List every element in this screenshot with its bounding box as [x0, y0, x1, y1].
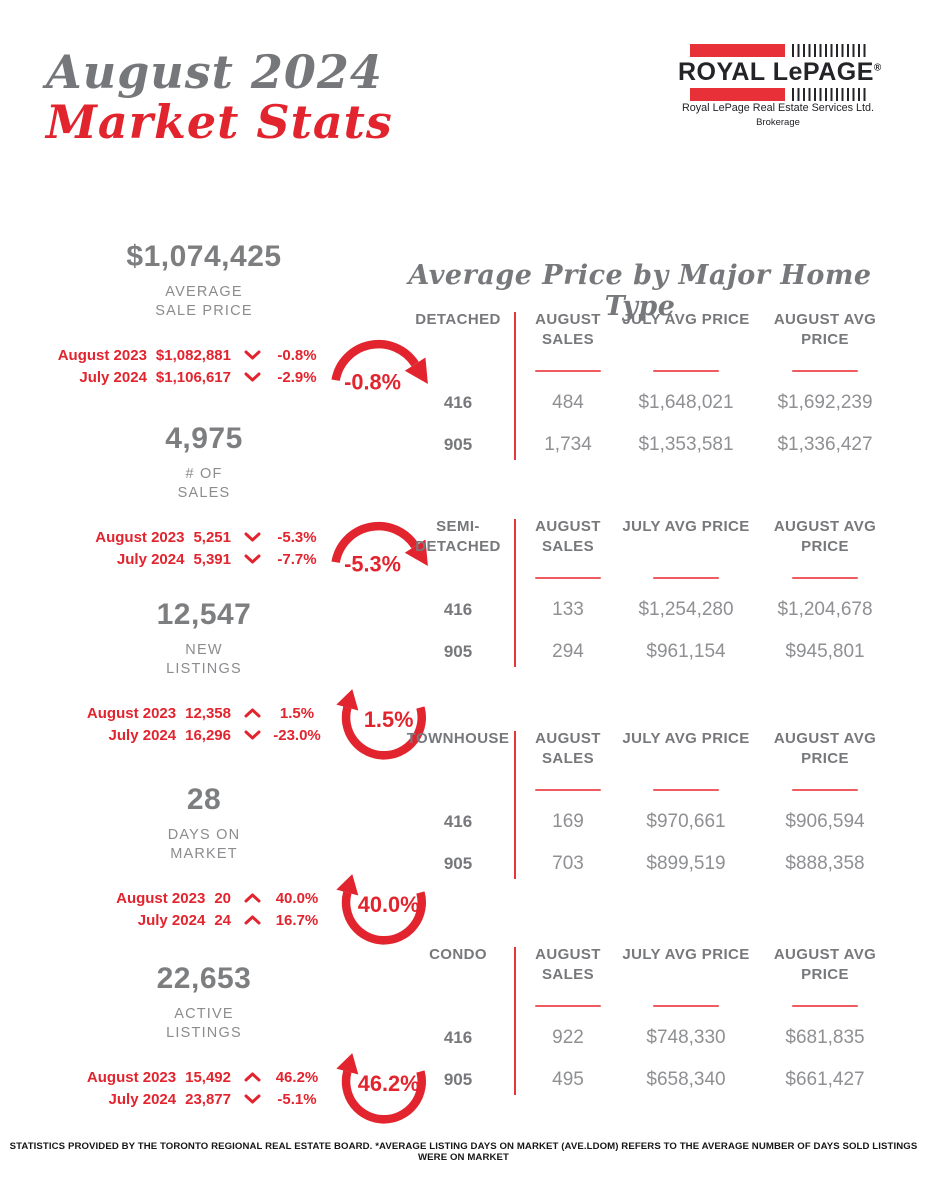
area-code: 905 — [443, 854, 473, 873]
stat-label — [15, 283, 393, 320]
comparison-value: $1,106,617 — [155, 368, 231, 386]
july-avg-price-value: $899,519 — [646, 853, 726, 874]
july-avg-price-value: $970,661 — [646, 811, 726, 832]
trend-chevron — [240, 1093, 264, 1105]
trend-chevron — [240, 371, 264, 383]
stat-number-of-sales — [15, 422, 435, 585]
col-header-august-sales: AUGUST SALES — [514, 517, 622, 579]
stat-label-line2: SALE PRICE — [155, 302, 253, 319]
chevron-up-icon — [243, 707, 262, 719]
comparison-value: 16,296 — [185, 726, 231, 744]
stat-label-line1: NEW — [185, 642, 223, 658]
header-underline — [653, 789, 719, 792]
comparison-percent: 16.7% — [275, 911, 319, 929]
chevron-down-icon — [243, 553, 262, 565]
table-type-label: DETACHED — [415, 311, 501, 328]
chevron-up-icon — [243, 892, 262, 904]
col-header-august-avg-price: AUGUST AVG PRICE — [750, 310, 900, 372]
august-sales-value: 922 — [552, 1027, 584, 1048]
august-avg-price-value: $681,835 — [785, 1027, 865, 1048]
trend-chevron — [240, 349, 264, 361]
trend-chevron — [240, 707, 264, 719]
price-table-condo — [402, 945, 900, 1101]
august-sales-value: 133 — [552, 599, 584, 620]
august-avg-price-value: $945,801 — [785, 641, 865, 662]
logo-stripes — [792, 44, 866, 57]
table-divider-line — [514, 731, 516, 879]
table-divider-line — [514, 519, 516, 667]
stat-label — [15, 826, 393, 863]
july-avg-price-value: $658,340 — [646, 1069, 726, 1090]
footer-note: STATISTICS PROVIDED BY THE TORONTO REGIONAL REAL ESTATE BOARD. *AVERAGE LISTING DAYS ON MARKET (AVE.LDOM) REFERS TO THE AVERAGE NUMBER OF DAYS SOLD LISTINGS WERE ON MARKET — [9, 1141, 918, 1163]
col-header-august-sales: AUGUST SALES — [514, 729, 622, 791]
col-header-july-avg-price: JULY AVG PRICE — [622, 729, 750, 791]
comparison-period: July 2024 — [116, 550, 185, 568]
july-avg-price-value: $1,648,021 — [638, 392, 734, 413]
price-table-detached — [402, 310, 900, 466]
area-code: 416 — [443, 1028, 473, 1047]
comparison-value: $1,082,881 — [155, 346, 231, 364]
chevron-down-icon — [243, 349, 262, 361]
logo-stripes — [792, 88, 866, 101]
header-underline — [653, 577, 719, 580]
table-divider-line — [514, 947, 516, 1095]
area-code: 416 — [443, 393, 473, 412]
stat-label — [15, 1005, 393, 1042]
comparison-period: July 2024 — [108, 1090, 177, 1108]
badge-percent: 1.5% — [363, 706, 414, 732]
logo-bar-top — [690, 44, 866, 57]
stat-label-line2: MARKET — [170, 845, 238, 862]
stat-active-listings — [15, 962, 435, 1125]
badge-percent: 40.0% — [357, 891, 420, 917]
stat-label — [15, 641, 393, 678]
header-underline — [535, 789, 601, 792]
july-avg-price-value: $1,254,280 — [638, 599, 734, 620]
logo-brokerage-label: Brokerage — [756, 117, 800, 129]
comparison-period: July 2024 — [137, 911, 206, 929]
stat-label-line1: # OF — [185, 466, 223, 482]
trend-chevron — [240, 914, 264, 926]
comparison-percent: 46.2% — [275, 1068, 319, 1086]
stat-value: $1,074,425 — [126, 240, 282, 273]
logo-brand-text — [678, 57, 882, 88]
price-table-townhouse — [402, 729, 900, 885]
august-sales-value: 294 — [552, 641, 584, 662]
col-header-august-avg-price: AUGUST AVG PRICE — [750, 945, 900, 1007]
august-sales-value: 169 — [552, 811, 584, 832]
registered-mark: ® — [873, 62, 882, 74]
stat-average-sale-price — [15, 240, 435, 403]
august-avg-price-value: $1,204,678 — [777, 599, 873, 620]
comparison-value: 12,358 — [185, 704, 231, 722]
july-avg-price-value: $748,330 — [646, 1027, 726, 1048]
july-avg-price-value: $1,353,581 — [638, 434, 734, 455]
section-heading: Average Price by Major Home Type — [408, 260, 872, 323]
table-row-416 — [402, 1017, 900, 1059]
chevron-down-icon — [243, 531, 262, 543]
july-avg-price-value: $961,154 — [646, 641, 726, 662]
comparison-percent: -23.0% — [273, 726, 321, 744]
comparison-value: 15,492 — [185, 1068, 231, 1086]
trend-chevron — [240, 553, 264, 565]
chevron-down-icon — [243, 371, 262, 383]
stat-value: 4,975 — [165, 422, 243, 455]
area-code: 905 — [443, 435, 473, 454]
stat-label-line1: AVERAGE — [165, 284, 243, 300]
stat-label-line2: SALES — [177, 484, 231, 501]
logo-company-name: Royal LePage Real Estate Services Ltd. — [681, 102, 875, 115]
comparison-value: 20 — [214, 889, 231, 907]
stat-label-line1: DAYS ON — [167, 827, 241, 843]
trend-chevron — [240, 531, 264, 543]
stat-label — [15, 465, 393, 502]
comparison-percent: -0.8% — [277, 346, 317, 364]
comparison-period: August 2023 — [116, 889, 206, 907]
logo-red-bar — [690, 44, 785, 57]
august-sales-value: 1,734 — [544, 434, 592, 455]
trend-chevron — [240, 1071, 264, 1083]
table-type-label: SEMI- DETACHED — [415, 518, 501, 556]
table-row-905 — [402, 843, 900, 885]
price-table-semi-detached — [402, 517, 900, 673]
table-row-416 — [402, 382, 900, 424]
logo-red-bar — [690, 88, 785, 101]
chevron-down-icon — [243, 1093, 262, 1105]
august-avg-price-value: $906,594 — [785, 811, 865, 832]
col-header-august-sales: AUGUST SALES — [514, 945, 622, 1007]
stat-value: 12,547 — [156, 598, 252, 631]
chevron-up-icon — [243, 914, 262, 926]
logo-brand-name: ROYAL LePAGE — [678, 58, 874, 86]
header-underline — [792, 789, 858, 792]
stat-value: 28 — [186, 783, 222, 816]
table-row-905 — [402, 631, 900, 673]
report-month-title: August 2024 — [46, 45, 383, 99]
col-header-july-avg-price: JULY AVG PRICE — [622, 310, 750, 372]
chevron-down-icon — [243, 729, 262, 741]
col-header-august-avg-price: AUGUST AVG PRICE — [750, 729, 900, 791]
table-row-416 — [402, 801, 900, 843]
badge-percent: 46.2% — [357, 1070, 420, 1096]
comparison-percent: -7.7% — [277, 550, 317, 568]
august-avg-price-value: $1,692,239 — [777, 392, 873, 413]
comparison-value: 5,251 — [193, 528, 231, 546]
august-sales-value: 703 — [552, 853, 584, 874]
table-row-905 — [402, 424, 900, 466]
area-code: 905 — [443, 642, 473, 661]
logo-bar-bottom — [690, 88, 866, 101]
badge-percent: -5.3% — [344, 551, 401, 577]
table-row-416 — [402, 589, 900, 631]
report-title — [46, 45, 393, 149]
stat-label-line2: LISTINGS — [166, 1024, 242, 1041]
stat-days-on-market — [15, 783, 435, 946]
header-underline — [535, 1005, 601, 1008]
table-divider-line — [514, 312, 516, 460]
stat-label-line1: ACTIVE — [174, 1006, 234, 1022]
comparison-value: 5,391 — [193, 550, 231, 568]
chevron-up-icon — [243, 1071, 262, 1083]
august-avg-price-value: $1,336,427 — [777, 434, 873, 455]
royal-lepage-logo — [678, 44, 882, 129]
header-underline — [535, 370, 601, 373]
comparison-percent: 1.5% — [279, 704, 315, 722]
col-header-august-sales: AUGUST SALES — [514, 310, 622, 372]
stat-value: 22,653 — [156, 962, 252, 995]
comparison-period: August 2023 — [95, 528, 185, 546]
comparison-period: August 2023 — [86, 1068, 177, 1086]
col-header-august-avg-price: AUGUST AVG PRICE — [750, 517, 900, 579]
comparison-percent: -5.3% — [277, 528, 317, 546]
col-header-july-avg-price: JULY AVG PRICE — [622, 945, 750, 1007]
comparison-percent: -2.9% — [277, 368, 317, 386]
header-underline — [653, 1005, 719, 1008]
area-code: 416 — [443, 600, 473, 619]
col-header-july-avg-price: JULY AVG PRICE — [622, 517, 750, 579]
table-type-label: TOWNHOUSE — [406, 730, 510, 747]
header-underline — [653, 370, 719, 373]
august-sales-value: 495 — [552, 1069, 584, 1090]
header-underline — [535, 577, 601, 580]
report-subtitle: Market Stats — [46, 94, 393, 149]
table-type-label: CONDO — [429, 946, 487, 963]
comparison-percent: 40.0% — [275, 889, 319, 907]
trend-chevron — [240, 892, 264, 904]
area-code: 905 — [443, 1070, 473, 1089]
header-underline — [792, 370, 858, 373]
stat-new-listings — [15, 598, 435, 761]
august-sales-value: 484 — [552, 392, 584, 413]
badge-percent: -0.8% — [344, 369, 401, 395]
stat-label-line2: LISTINGS — [166, 660, 242, 677]
header-underline — [792, 577, 858, 580]
comparison-period: July 2024 — [108, 726, 177, 744]
area-code: 416 — [443, 812, 473, 831]
header-underline — [792, 1005, 858, 1008]
comparison-period: August 2023 — [57, 346, 147, 364]
table-row-905 — [402, 1059, 900, 1101]
comparison-percent: -5.1% — [277, 1090, 317, 1108]
comparison-period: August 2023 — [86, 704, 177, 722]
august-avg-price-value: $888,358 — [785, 853, 865, 874]
august-avg-price-value: $661,427 — [785, 1069, 865, 1090]
trend-chevron — [240, 729, 264, 741]
comparison-period: July 2024 — [79, 368, 147, 386]
comparison-value: 24 — [214, 911, 231, 929]
comparison-value: 23,877 — [185, 1090, 231, 1108]
